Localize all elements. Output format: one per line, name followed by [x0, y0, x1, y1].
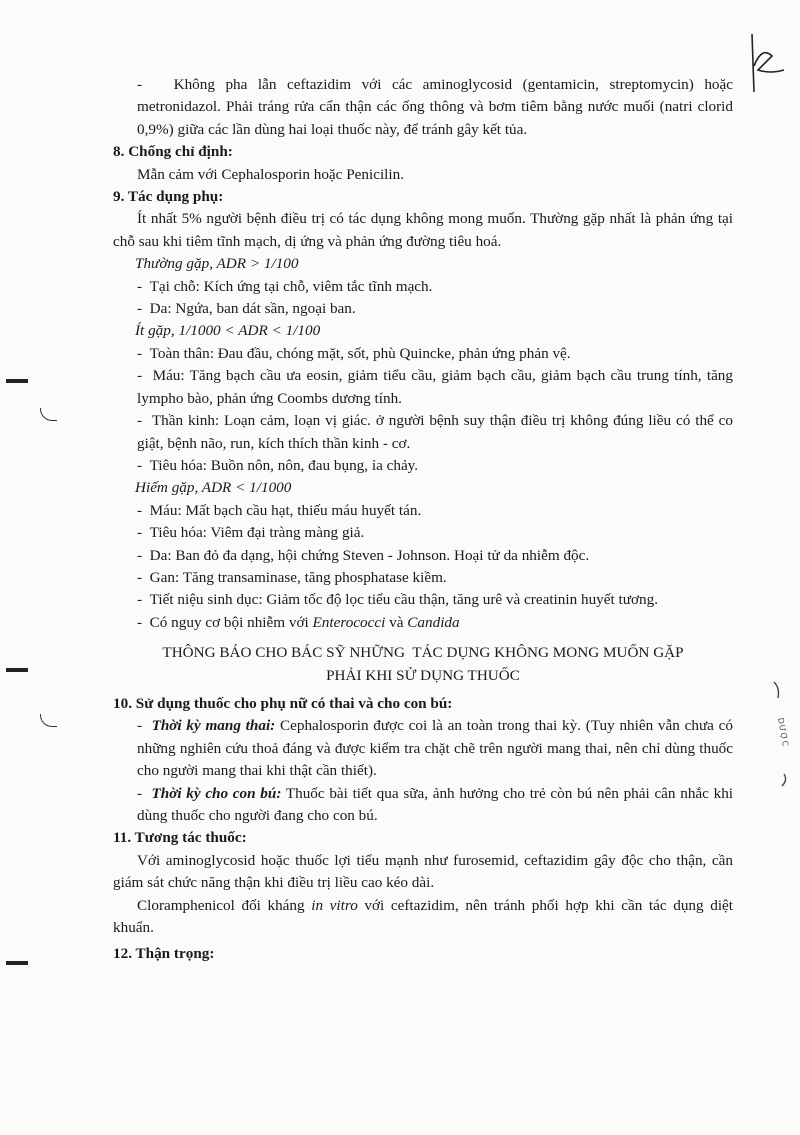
rare-item: - Tiêu hóa: Viêm đại tràng màng giả. — [137, 524, 365, 542]
stamp-text: DƯỢC — [775, 716, 790, 749]
organism-candida: Candida — [407, 613, 460, 631]
pregnancy-label: Thời kỳ mang thai: — [151, 717, 276, 735]
punch-mark-1 — [6, 379, 28, 383]
superinfection-item: - Có nguy cơ bội nhiễm với Enterococci và Candida — [137, 613, 460, 631]
heading-side-effects: 9. Tác dụng phụ: — [113, 188, 224, 206]
organism-enterococci: Enterococci — [312, 613, 386, 631]
mixing-text: Không pha lẫn ceftazidim với các aminoglycosid (gentamicin, streptomycin) hoặc metronidazol. Phải tráng rửa cẩn thận các ống thông và bơm tiêm bằng nước muối (natri clorid 0,9%) giữa các lần dùng hai loại thuốc này, để tránh gây kết tủa. — [137, 76, 733, 138]
heading-interactions: 11. Tương tác thuốc: — [113, 829, 247, 847]
common-item: - Tại chỗ: Kích ứng tại chỗ, viêm tắc tĩnh mạch. — [137, 277, 433, 295]
rare-item: - Máu: Mất bạch cầu hạt, thiếu máu huyết tán. — [137, 501, 422, 519]
notice-line-2: PHẢI KHI SỬ DỤNG THUỐC — [326, 666, 520, 684]
uncommon-item: - Toàn thân: Đau đầu, chóng mặt, sốt, phù Quincke, phản ứng phản vệ. — [137, 344, 571, 362]
document-body — [113, 74, 733, 966]
in-vitro-term: in vitro — [311, 896, 358, 914]
heading-contraindications: 8. Chống chỉ định: — [113, 143, 233, 161]
paragraph-mixing — [113, 74, 733, 141]
rare-item: - Gan: Tăng transaminase, tăng phosphatase kiềm. — [137, 568, 447, 586]
rare-item: - Da: Ban đỏ đa dạng, hội chứng Steven - Johnson. Hoại tử da nhiễm độc. — [137, 546, 590, 564]
interaction-cloramphenicol: Cloramphenicol đối kháng in vitro với ceftazidim, nên tránh phối hợp khi cần tác dụng diệt khuẩn. — [113, 896, 734, 937]
heading-pregnancy: 10. Sử dụng thuốc cho phụ nữ có thai và cho con bú: — [113, 694, 453, 712]
uncommon-item: - Thần kinh: Loạn cảm, loạn vị giác. ở người bệnh suy thận điều trị không đúng liều có thể co giật, bệnh não, run, kích thích thần kinh - cơ. — [137, 412, 733, 452]
fold-mark-2 — [40, 714, 57, 727]
uncommon-title: Ít gặp, 1/1000 < ADR < 1/100 — [135, 322, 321, 340]
heading-precautions: 12. Thận trọng: — [113, 945, 215, 963]
common-item: - Da: Ngứa, ban dát sần, ngoại ban. — [137, 300, 356, 318]
punch-mark-2 — [6, 668, 28, 672]
side-effects-intro: Ít nhất 5% người bệnh điều trị có tác dụng không mong muốn. Thường gặp nhất là phản ứng tại chỗ sau khi tiêm tĩnh mạch, dị ứng và phản ứng đường tiêu hoá. — [113, 210, 733, 250]
interaction-aminoglycosid: Với aminoglycosid hoặc thuốc lợi tiểu mạnh như furosemid, ceftazidim gây độc cho thận, cần giám sát chức năng thận khi điều trị liều cao kéo dài. — [113, 851, 733, 892]
punch-mark-3 — [6, 961, 28, 965]
lactation-item: - Thời kỳ cho con bú: Thuốc bài tiết qua sữa, ảnh hưởng cho trẻ còn bú nên phải cân nhắc khi dùng thuốc cho người đang cho con bú. — [137, 784, 734, 824]
signature-mark — [744, 26, 794, 96]
notice-line-1: THÔNG BÁO CHO BÁC SỸ NHỮNG TÁC DỤNG KHÔNG MONG MUỐN GẶP — [162, 644, 684, 662]
rare-title: Hiếm gặp, ADR < 1/1000 — [135, 479, 292, 497]
rare-item: - Tiết niệu sinh dục: Giảm tốc độ lọc tiểu cầu thận, tăng urê và creatinin huyết tương. — [137, 591, 658, 609]
pregnancy-item: - Thời kỳ mang thai: Cephalosporin được coi là an toàn trong thai kỳ. (Tuy nhiên vẫn chưa có những nghiên cứu thoả đáng và được kiểm tra chặt chẽ trên người mang thai, nên chỉ dùng thuốc cho người mang thai khi thật cần thiết). — [137, 717, 734, 780]
pregnancy-text: Cephalosporin được coi là an toàn trong thai kỳ. (Tuy nhiên vẫn chưa có những nghiên cứu thoả đáng và được kiểm tra chặt chẽ trên người mang thai, nên chỉ dùng thuốc cho người mang thai khi thật cần thiết). — [137, 717, 734, 780]
fold-mark-1 — [40, 408, 57, 421]
uncommon-item: - Tiêu hóa: Buồn nôn, nôn, đau bụng, ỉa chảy. — [137, 456, 419, 474]
uncommon-item: - Máu: Tăng bạch cầu ưa eosin, giảm tiểu cầu, giảm bạch cầu, giảm bạch cầu trung tính, tăng lympho bào, phản ứng Coombs dương tính. — [137, 367, 733, 407]
adverse-notice — [113, 642, 733, 687]
bullet-dash: - — [137, 76, 143, 93]
lactation-label: Thời kỳ cho con bú: — [151, 784, 282, 802]
lactation-text: Thuốc bài tiết qua sữa, ảnh hưởng cho trẻ còn bú nên phải cân nhắc khi dùng thuốc cho người đang cho con bú. — [137, 784, 734, 824]
contraindication-text: Mẫn cảm với Cephalosporin hoặc Penicilin. — [137, 165, 405, 183]
common-title: Thường gặp, ADR > 1/100 — [135, 255, 299, 273]
